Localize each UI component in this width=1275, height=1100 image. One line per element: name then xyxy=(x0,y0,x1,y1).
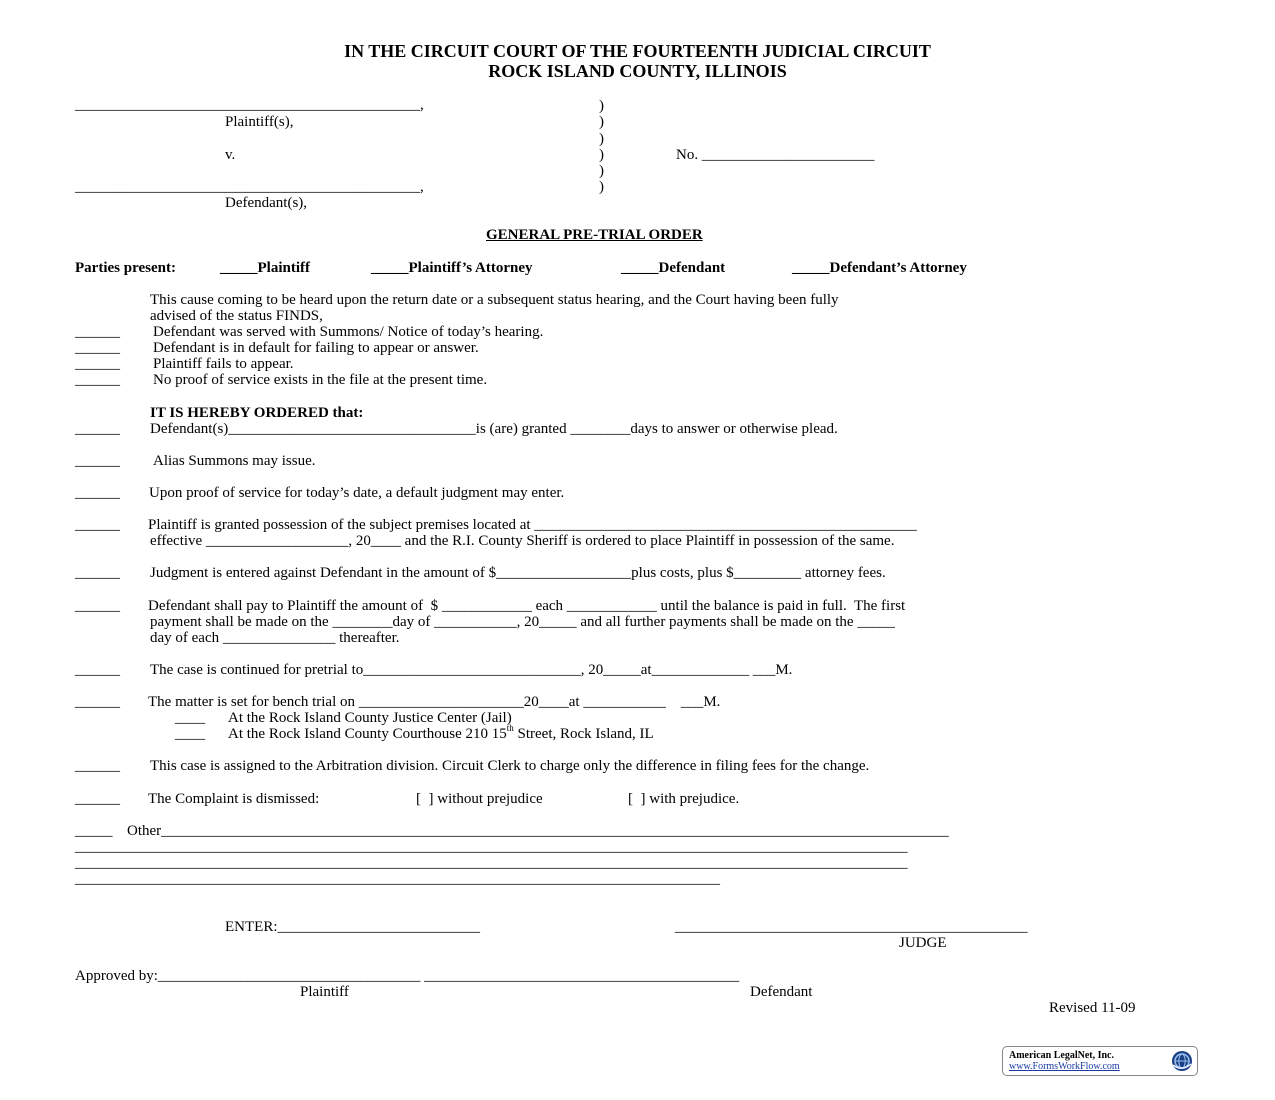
logo-website-link[interactable]: www.FormsWorkFlow.com xyxy=(1009,1061,1120,1072)
caption-paren: ) xyxy=(599,179,604,195)
order-pretrial[interactable]: The case is continued for pretrial to_____________________________, 20_____at_____________ ___M. xyxy=(150,662,793,678)
caption-paren: ) xyxy=(599,98,604,114)
order-checkbox-blank[interactable]: ______ xyxy=(75,662,120,678)
finding-checkbox-blank[interactable]: ______ xyxy=(75,324,120,340)
other-order-line[interactable]: Other_________________________________________________________________________________________________________ xyxy=(127,823,949,839)
defendant-label: Defendant(s), xyxy=(225,195,308,211)
findings-intro-2: advised of the status FINDS, xyxy=(150,308,323,324)
county-header: ROCK ISLAND COUNTY, ILLINOIS xyxy=(488,61,787,81)
order-checkbox-blank[interactable]: ______ xyxy=(75,517,120,533)
order-judgment-amount[interactable]: Judgment is entered against Defendant in the amount of $__________________plus costs, plus $_________ attorney fees. xyxy=(150,565,886,581)
order-checkbox-blank[interactable]: ______ xyxy=(75,791,120,807)
finding-checkbox-blank[interactable]: ______ xyxy=(75,356,120,372)
defendant-name-line[interactable]: ______________________________________________, xyxy=(75,179,424,195)
court-header: IN THE CIRCUIT COURT OF THE FOURTEENTH JUDICIAL CIRCUIT xyxy=(344,41,931,61)
orders-heading: IT IS HEREBY ORDERED that: xyxy=(150,405,364,421)
case-number-field[interactable]: No. _______________________ xyxy=(676,147,875,163)
courthouse-address: At the Rock Island County Courthouse 210 15 xyxy=(228,726,507,742)
order-payment-plan[interactable]: Defendant shall pay to Plaintiff the amount of $ ____________ each ____________ until the balance is paid in full. The first xyxy=(148,598,906,614)
order-checkbox-blank[interactable]: ______ xyxy=(75,694,120,710)
plaintiff-name-line[interactable]: ______________________________________________, xyxy=(75,97,424,113)
order-default-judgment: Upon proof of service for today’s date, a default judgment may enter. xyxy=(149,485,565,501)
finding-served: Defendant was served with Summons/ Notice of today’s hearing. xyxy=(153,324,544,340)
other-order-line[interactable]: ______________________________________________________________________________________ xyxy=(75,871,720,887)
approved-plaintiff-label: Plaintiff xyxy=(300,984,349,1000)
order-payment-first[interactable]: payment shall be made on the ________day of ___________, 20_____ and all further payments shall be made on the _____ xyxy=(150,614,895,630)
finding-default: Defendant is in default for failing to appear or answer. xyxy=(153,340,479,356)
jail-location: At the Rock Island County Justice Center (Jail) xyxy=(228,710,512,726)
american-legalnet-logo[interactable] xyxy=(1002,1046,1198,1076)
finding-no-proof: No proof of service exists in the file at the present time. xyxy=(153,372,488,388)
order-payment-each[interactable]: day of each _______________ thereafter. xyxy=(150,630,400,646)
order-bench-trial[interactable]: The matter is set for bench trial on ______________________20____at ___________ ___M. xyxy=(148,694,721,710)
caption-paren: ) xyxy=(599,114,604,130)
judge-signature-line[interactable]: _______________________________________________ xyxy=(675,919,1028,935)
order-possession[interactable]: Plaintiff is granted possession of the subject premises located at ___________________________________________________ xyxy=(148,517,917,533)
findings-intro: This cause coming to be heard upon the return date or a subsequent status hearing, and the Court having been fully xyxy=(150,292,839,308)
order-possession-effective[interactable]: effective ___________________, 20____ and the R.I. County Sheriff is ordered to place Plaintiff in possession of the same. xyxy=(150,533,895,549)
courthouse-street: Street, Rock Island, IL xyxy=(513,726,654,742)
approved-defendant-label: Defendant xyxy=(750,984,813,1000)
finding-plaintiff-fails: Plaintiff fails to appear. xyxy=(153,356,294,372)
parties-present-label: Parties present: xyxy=(75,260,176,276)
plaintiff-label: Plaintiff(s), xyxy=(225,114,294,130)
finding-checkbox-blank[interactable]: ______ xyxy=(75,340,120,356)
order-alias-summons: Alias Summons may issue. xyxy=(153,453,316,469)
parties-defendant[interactable]: _____Defendant xyxy=(621,260,726,276)
courthouse-location-blank[interactable]: ____ xyxy=(175,726,205,742)
logo-company-name: American LegalNet, Inc. xyxy=(1009,1050,1114,1061)
order-checkbox-blank[interactable]: ______ xyxy=(75,485,120,501)
caption-paren: ) xyxy=(599,131,604,147)
ordinal-suffix: th xyxy=(506,723,514,733)
order-title: GENERAL PRE-TRIAL ORDER xyxy=(486,227,703,243)
order-checkbox-blank[interactable]: ______ xyxy=(75,598,120,614)
enter-date-line[interactable]: ENTER:___________________________ xyxy=(225,919,480,935)
caption-paren: ) xyxy=(599,163,604,179)
versus-label: v. xyxy=(225,147,236,163)
courthouse-location xyxy=(228,723,654,743)
order-arbitration: This case is assigned to the Arbitration division. Circuit Clerk to charge only the difference in filing fees for the change. xyxy=(150,758,870,774)
finding-checkbox-blank[interactable]: ______ xyxy=(75,372,120,388)
with-prejudice-checkbox[interactable]: [ ] with prejudice. xyxy=(628,791,740,807)
judge-label: JUDGE xyxy=(899,935,947,951)
parties-defendant-attorney[interactable]: _____Defendant’s Attorney xyxy=(792,260,967,276)
order-checkbox-blank[interactable]: ______ xyxy=(75,565,120,581)
without-prejudice-checkbox[interactable]: [ ] without prejudice xyxy=(416,791,543,807)
order-answer[interactable]: Defendant(s)_________________________________is (are) granted ________days to answer or otherwise plead. xyxy=(150,421,838,437)
order-checkbox-blank[interactable]: ______ xyxy=(75,453,120,469)
order-checkbox-blank[interactable]: ______ xyxy=(75,421,120,437)
parties-plaintiff-attorney[interactable]: _____Plaintiff’s Attorney xyxy=(371,260,533,276)
other-order-line[interactable]: _______________________________________________________________________________________________________________ xyxy=(75,839,908,855)
other-blank[interactable]: _____ xyxy=(75,823,113,839)
revision-label: Revised 11-09 xyxy=(1049,1000,1136,1016)
jail-location-blank[interactable]: ____ xyxy=(175,710,205,726)
parties-plaintiff[interactable]: _____Plaintiff xyxy=(220,260,310,276)
globe-icon xyxy=(1171,1050,1193,1072)
order-checkbox-blank[interactable]: ______ xyxy=(75,758,120,774)
order-dismissed: The Complaint is dismissed: xyxy=(148,791,320,807)
approved-by-line[interactable]: Approved by:___________________________________ __________________________________________ xyxy=(75,968,740,984)
other-order-line[interactable]: _______________________________________________________________________________________________________________ xyxy=(75,855,908,871)
caption-paren: ) xyxy=(599,147,604,163)
